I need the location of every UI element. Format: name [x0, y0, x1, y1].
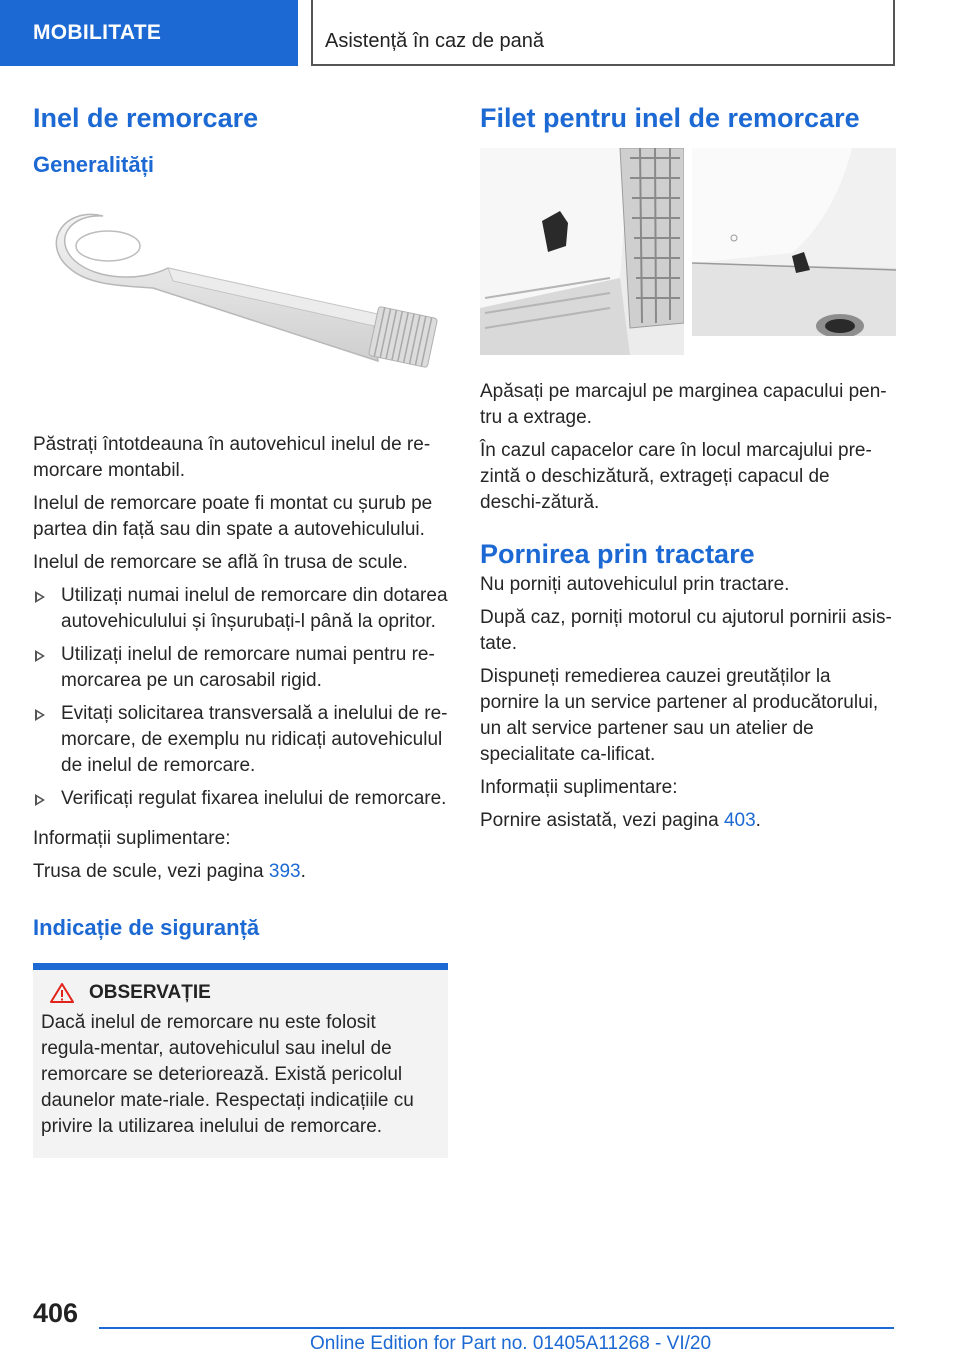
paragraph: Inelul de remorcare se află în trusa de scule.: [33, 552, 408, 573]
warning-label: OBSERVAȚIE: [89, 982, 211, 1003]
triangle-bullet-icon: [35, 709, 45, 721]
page-link[interactable]: 393: [268, 861, 301, 882]
chapter-title: Asistență în caz de pană: [311, 0, 895, 66]
page-number: 406: [33, 1298, 79, 1328]
page-link[interactable]: 403: [723, 810, 756, 831]
cross-reference: Trusa de scule, vezi pagina 393.: [33, 861, 306, 882]
tow-ring-image: [33, 206, 448, 416]
list-item: Evitați solicitarea transversală a inelului de re-morcare, de exemplu nu ridicați autovehiculul de inelul de remorcare.: [33, 701, 448, 779]
triangle-bullet-icon: [35, 591, 45, 603]
warning-text: Dacă inelul de remorcare nu este folosit regula-mentar, autovehiculul sau inelul de remorcare se deteriorează. Există pericolul daunelor mate-riale. Respectați indicațiile cu privire la utilizarea inelului de remorcare.: [41, 1012, 414, 1137]
paragraph: Inelul de remorcare poate fi montat cu șurub pe partea din față sau din spate a autovehiculului.: [33, 493, 433, 540]
list-item: Utilizați inelul de remorcare numai pentru re-morcarea pe un carosabil rigid.: [33, 642, 448, 694]
footer-divider: [99, 1327, 894, 1329]
section-tab: MOBILITATE: [0, 0, 298, 66]
cross-reference: Pornire asistată, vezi pagina 403.: [480, 810, 761, 831]
warning-header: [49, 982, 440, 1004]
front-bumper-image: [480, 148, 684, 355]
left-column: [33, 96, 448, 1158]
more-info-label: Informații suplimentare:: [33, 828, 231, 849]
triangle-bullet-icon: [35, 650, 45, 662]
safety-title: Indicație de siguranță: [33, 915, 260, 940]
section-title-2: Pornirea prin tractare: [480, 539, 755, 569]
paragraph: Păstrați întotdeauna în autovehicul inelul de re-morcare montabil.: [33, 434, 431, 481]
subsection-title: Generalități: [33, 152, 155, 177]
right-column: [480, 96, 895, 841]
bullet-list: [33, 583, 448, 812]
paragraph: După caz, porniți motorul cu ajutorul pornirii asis-tate.: [480, 607, 892, 654]
paragraph: Nu porniți autovehiculul prin tractare.: [480, 574, 790, 595]
paragraph: Dispuneți remedierea cauzei greutăților la pornire la un service partener al producătorului, un alt service partener sau un atelier de specialitate ca-lificat.: [480, 666, 879, 765]
tow-thread-images: [480, 148, 895, 355]
triangle-bullet-icon: [35, 794, 45, 806]
paragraph: În cazul capacelor care în locul marcajului pre-zintă o deschizătură, extrageți capacul de deschi-zătură.: [480, 440, 872, 513]
rear-bumper-image: [692, 148, 896, 336]
section-title: Filet pentru inel de remorcare: [480, 103, 860, 133]
section-title: Inel de remorcare: [33, 103, 259, 133]
list-item: Verificați regulat fixarea inelului de remorcare.: [33, 786, 448, 812]
page-header: [0, 0, 960, 66]
list-item: Utilizați numai inelul de remorcare din dotarea autovehiculului și înșurubați-l până la opritor.: [33, 583, 448, 635]
warning-box: [33, 963, 448, 1158]
warning-triangle-icon: [49, 982, 75, 1004]
paragraph: Apăsați pe marcajul pe marginea capacului pen-tru a extrage.: [480, 381, 887, 428]
paragraph: Informații suplimentare:: [480, 777, 678, 798]
edition-text: Online Edition for Part no. 01405A11268 - VI/20: [310, 1333, 712, 1354]
